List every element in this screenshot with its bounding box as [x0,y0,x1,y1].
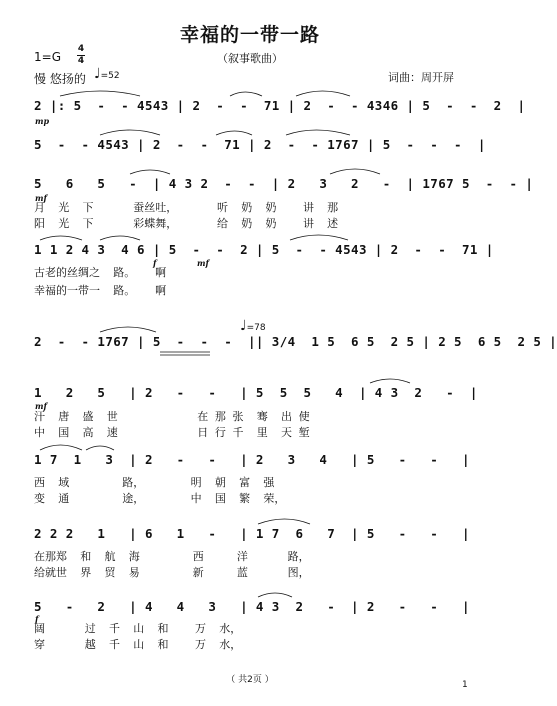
dynamic-mark: f [35,614,39,624]
composer-credit: 词曲：周开屏 [388,71,454,84]
key-signature: 1=G [34,50,61,64]
time-signature-top: 4 [77,44,85,54]
page-info: （ 共2页 ） [226,675,274,685]
lyric-line: 在那郑 和 航 海 西 洋 路， [34,550,310,563]
page-title: 幸福的一带一路 [179,24,320,46]
lyric-line: 月 光 下 蚕丝吐， 听 奶 奶 讲 那 [34,201,339,214]
lyric-line: 中 国 高 速 日 行 千 里 天 堑 [34,426,310,439]
dynamic-mark: mf [35,193,47,203]
lyric-line: 古老的丝绸之 路。 啊 [34,266,167,279]
lyric-line: 阔 过 千 山 和 万 水， [34,622,242,635]
dynamic-mark: mp [35,116,50,126]
lyric-line: 给就世 界 贸 易 新 蓝 图， [34,566,310,579]
time-signature-bottom: 4 [77,56,85,66]
dynamic-mark: f [153,258,157,268]
score-system-1: 2 |: 5 - - 4543 | 2 - - 71 | 2 - - 4346 | 5 - - 2 | [34,98,526,113]
score-system-4: 1 1 2 4 3 4 6 | 5 - - 2 | 5 - - 4543 | 2 - - 71 | [34,242,494,257]
quarter-note-icon: ♩ [240,318,247,334]
tempo-value: =52 [100,71,120,81]
score-system-3: 5 6 5 - | 4 3 2 - - | 2 3 2 - | 1767 5 - - | [34,176,534,191]
tempo-mark [94,66,120,82]
time-signature [77,45,85,66]
lyric-line: 阳 光 下 彩蝶舞， 给 奶 奶 讲 述 [34,217,339,230]
dynamic-mark: mf [35,401,47,411]
lyric-line: 变 通 途， 中 国 繁 荣， [34,492,286,505]
score-system-9: 5 - 2 | 4 4 3 | 4 3 2 - | 2 - - | [34,599,470,614]
quarter-note-icon: ♩ [94,66,101,82]
dynamic-mark: mf [197,258,209,268]
score-system-7: 1 7 1 3 | 2 - - | 2 3 4 | 5 - - | [34,452,470,467]
score-system-5: 2 - - 1767 | 5 - - - || 3/4 1 5 6 5 2 5 | 2 5 6 5 2 5 | [34,334,557,349]
tempo-change-value: =78 [246,323,266,333]
score-system-6: 1 2 5 | 2 - - | 5 5 5 4 | 4 3 2 - | [34,385,478,400]
tempo-text: 慢 悠扬的 [34,72,86,86]
page-subtitle: （叙事歌曲） [217,52,283,65]
page-number: 1 [462,680,468,690]
lyric-line: 幸福的一带一 路。 啊 [34,284,167,297]
lyric-line: 穿 越 千 山 和 万 水， [34,638,242,651]
lyric-line: 西 域 路， 明 朝 富 强 [34,476,275,489]
score-system-8: 2 2 2 1 | 6 1 - | 1 7 6 7 | 5 - - | [34,526,470,541]
lyric-line: 汗 唐 盛 世 在 那 张 骞 出 使 [34,410,310,423]
score-system-2: 5 - - 4543 | 2 - - 71 | 2 - - 1767 | 5 - - - | [34,137,486,152]
